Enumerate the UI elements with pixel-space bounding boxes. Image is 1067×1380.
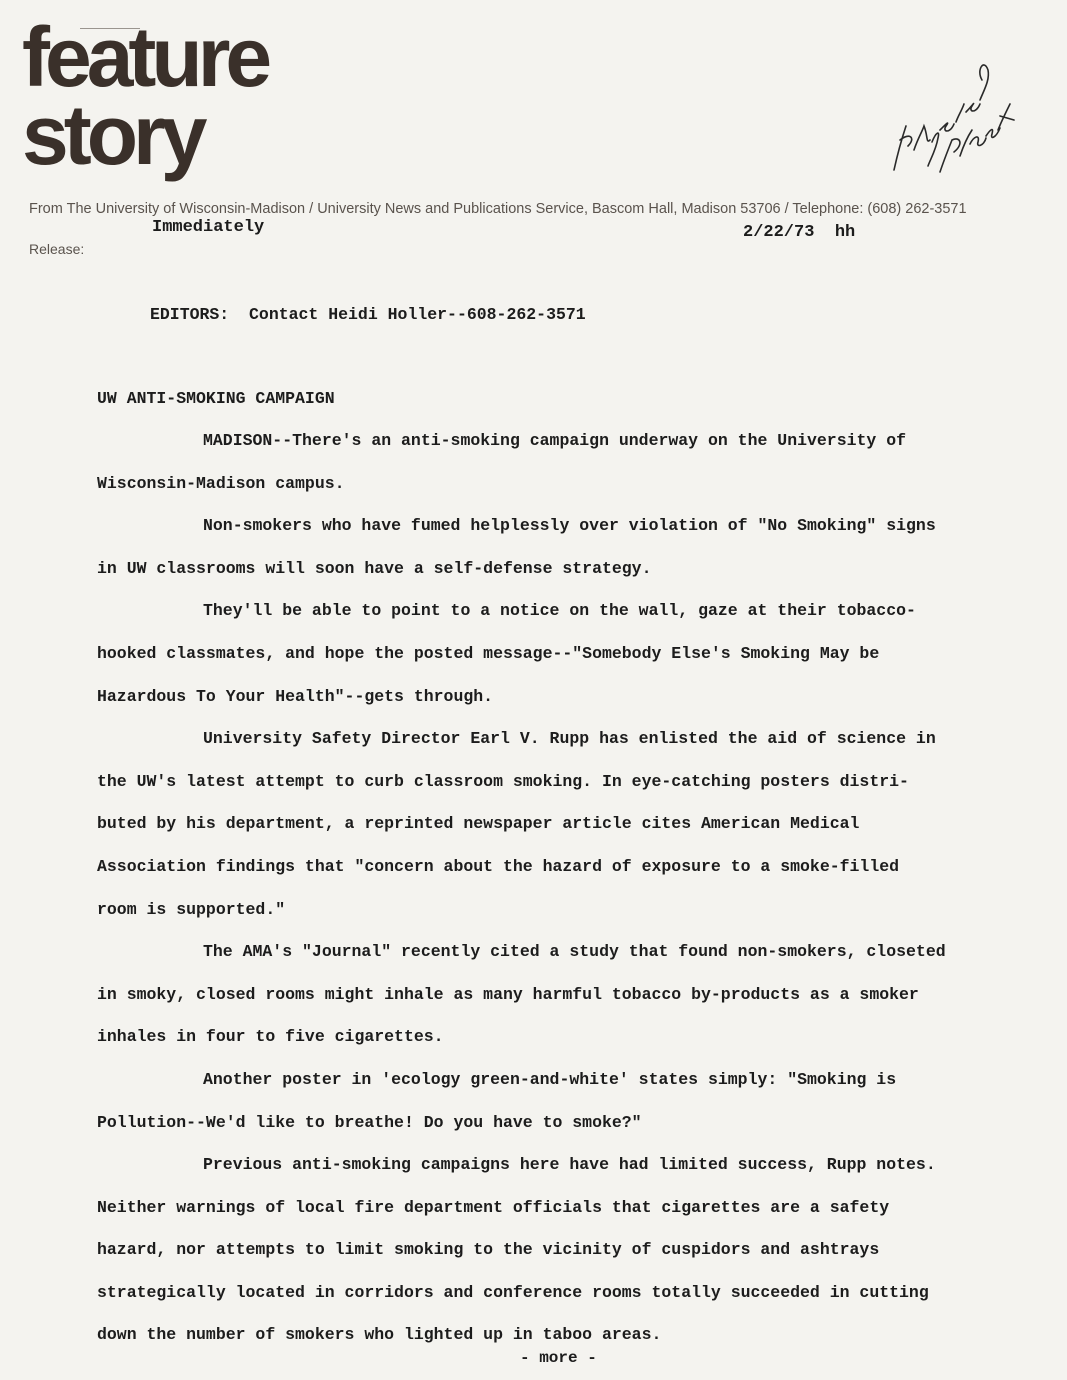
editors-contact-line: EDITORS: Contact Heidi Holler--608-262-3571 (150, 305, 586, 324)
release-label: Release: (29, 241, 85, 257)
release-date: 2/22/73 hh (743, 223, 856, 242)
letterhead-address: From The University of Wisconsin-Madison / University News and Publications Service, Bascom Hall, Madison 53706 / Telephone: (608) 262-3571 (29, 201, 967, 217)
paragraph: Non-smokers who have fumed helplessly over violation of "No Smoking" signs in UW classrooms will soon have a self-defense strategy. (97, 516, 936, 578)
paragraph: The AMA's "Journal" recently cited a study that found non-smokers, closeted in smoky, closed rooms might inhale as many harmful tobacco by-products as a smoker inhales in four to five cigarettes. (97, 942, 946, 1047)
paragraph: They'll be able to point to a notice on the wall, gaze at their tobacco- hooked classmates, and hope the posted message--"Somebody Else's Smoking May be Hazardous To Your Health"--gets through. (97, 601, 916, 706)
paragraph: University Safety Director Earl V. Rupp has enlisted the aid of science in the UW's latest attempt to curb classroom smoking. In eye-catching posters distri- buted by his department, a reprinted newspaper article cites American Medical Association findings that "concern about the hazard of exposure to a smoke-filled room is supported." (97, 729, 936, 919)
paragraph: Previous anti-smoking campaigns here have had limited success, Rupp notes. Neither warnings of local fire department officials that cigarettes are a safety hazard, nor attempts to limit smoking to the vicinity of cuspidors and ashtrays strategically located in corridors and conference rooms totally succeeded in cutting down the number of smokers who lighted up in taboo areas. (97, 1155, 936, 1345)
release-value: Immediately (152, 218, 265, 237)
handwritten-note-physical-plant (880, 40, 1030, 190)
paragraph: Another poster in 'ecology green-and-white' states simply: "Smoking is Pollution--We'd like to breathe! Do you have to smoke?" (97, 1069, 897, 1132)
story-headline: UW ANTI-SMOKING CAMPAIGN (97, 389, 335, 408)
logo-line-feature: feature (22, 10, 268, 104)
story-body (97, 420, 1017, 1357)
logo-line-story: story (22, 88, 203, 182)
more-marker: - more - (520, 1349, 597, 1367)
paragraph: MADISON--There's an anti-smoking campaign underway on the University of Wisconsin-Madison campus. (97, 431, 907, 493)
feature-story-logo (22, 10, 268, 182)
